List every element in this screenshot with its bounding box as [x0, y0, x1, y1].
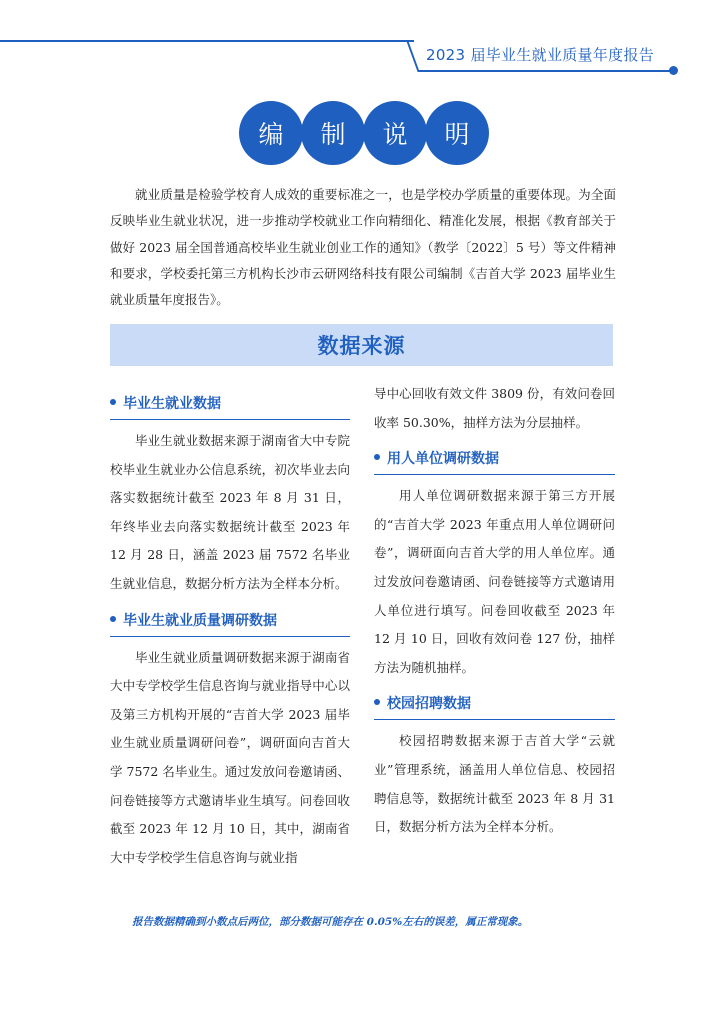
- section-heading-recruitment: [374, 692, 615, 720]
- section-heading-recruitment-label: 校园招聘数据: [387, 696, 471, 713]
- section-heading-employer: [374, 447, 615, 475]
- title-char-4: 明: [425, 101, 489, 165]
- left-column: [110, 388, 350, 882]
- footnote: 报告数据精确到小数点后两位，部分数据可能存在 0.05%左右的误差，属正常现象。: [132, 916, 529, 928]
- section-banner-title: 数据来源: [317, 334, 406, 358]
- section-text-recruitment: 校园招聘数据来源于吉首大学“云就业”管理系统，涵盖用人单位信息、校园招聘信息等，数据统计截至 2023 年 8 月 31 日，数据分析方法为全样本分析。: [374, 733, 615, 835]
- right-column: [374, 380, 615, 852]
- section-banner: [110, 324, 613, 366]
- bullet-icon: [110, 399, 116, 405]
- title-char-3: 说: [363, 101, 427, 165]
- bullet-icon: [110, 616, 116, 622]
- intro-paragraph: 就业质量是检验学校育人成效的重要标准之一，也是学校办学质量的重要体现。为全面反映毕业生就业状况，进一步推动学校就业工作向精细化、精准化发展，根据《教育部关于做好 2023 届全国普通高校毕业生就业创业工作的通知》（教学〔2022〕5 号）等文件精神和要求，学校委托第三方机构长沙市云研网络科技有限公司编制《吉首大学 2023 届毕业生就业质量年度报告》。: [110, 187, 616, 308]
- section-text-survey: 毕业生就业质量调研数据来源于湖南省大中专学校学生信息咨询与就业指导中心以及第三方机构开展的“吉首大学 2023 届毕业生就业质量调研问卷”，调研面向吉首大学 7572 名毕业生。通过发放问卷邀请函、问卷链接等方式邀请毕业生填写。问卷回收截至 2023 年 12 月 10 日，其中，湖南省大中专学校学生信息咨询与就业指: [110, 649, 350, 865]
- bullet-icon: [374, 699, 380, 705]
- section-heading-employment: [110, 392, 350, 420]
- bullet-icon: [374, 454, 380, 460]
- section-heading-employer-label: 用人单位调研数据: [387, 451, 499, 468]
- section-heading-survey-label: 毕业生就业质量调研数据: [123, 612, 277, 629]
- section-heading-employment-label: 毕业生就业数据: [123, 396, 221, 412]
- title-char-1: 编: [239, 101, 303, 165]
- section-heading-survey: [110, 609, 350, 637]
- section-text-employment: 毕业生就业数据来源于湖南省大中专院校毕业生就业办公信息系统，初次毕业去向落实数据统计截至 2023 年 8 月 31 日，年终毕业去向落实数据统计截至 2023 年 12 月 28 日，涵盖 2023 届 7572 名毕业生就业信息，数据分析方法为全样本分析。: [110, 433, 350, 591]
- header-title: 2023 届毕业生就业质量年度报告: [426, 46, 655, 64]
- header-rule-right: [418, 70, 672, 72]
- header-dot-icon: [669, 66, 678, 75]
- header-rule: [0, 40, 414, 42]
- section-text-survey-continued: 导中心回收有效文件 3809 份，有效问卷回收率 50.30%，抽样方法为分层抽样。: [374, 386, 615, 430]
- header-rule-slant: [406, 40, 420, 72]
- page-title: [239, 101, 489, 165]
- title-char-2: 制: [301, 101, 365, 165]
- section-text-employer: 用人单位调研数据来源于第三方开展的“吉首大学 2023 年重点用人单位调研问卷”，调研面向吉首大学的用人单位库。通过发放问卷邀请函、问卷链接等方式邀请用人单位进行填写。问卷回收截至 2023 年 12 月 10 日，回收有效问卷 127 份，抽样方法为随机抽样。: [374, 488, 615, 675]
